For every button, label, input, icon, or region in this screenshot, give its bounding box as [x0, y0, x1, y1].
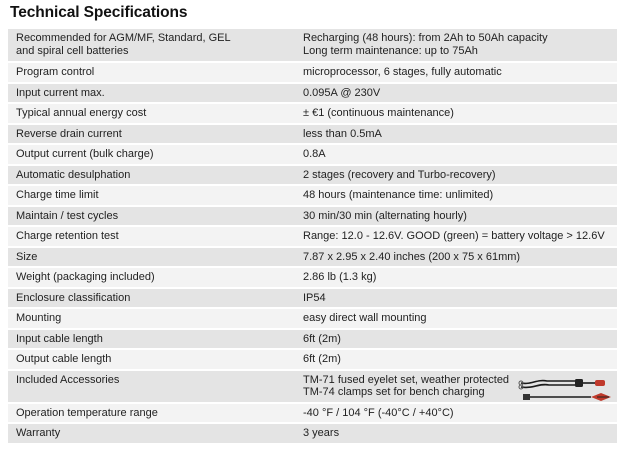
spec-value: ± €1 (continuous maintenance) [295, 103, 617, 124]
spec-value: 6ft (2m) [295, 329, 617, 350]
spec-value: 30 min/30 min (alternating hourly) [295, 206, 617, 227]
spec-label [8, 29, 295, 62]
table-row [8, 329, 617, 350]
spec-value: Range: 12.0 - 12.6V. GOOD (green) = battery voltage > 12.6V [295, 226, 617, 247]
specifications-table [8, 29, 617, 445]
table-row [8, 185, 617, 206]
table-row [8, 349, 617, 370]
spec-label: Output current (bulk charge) [8, 144, 295, 165]
spec-label: Size [8, 247, 295, 268]
table-row [8, 267, 617, 288]
spec-label: Warranty [8, 423, 295, 444]
table-row [8, 165, 617, 186]
spec-label: Enclosure classification [8, 288, 295, 309]
spec-value: 0.095A @ 230V [295, 83, 617, 104]
table-row [8, 62, 617, 83]
spec-value: IP54 [295, 288, 617, 309]
spec-value: 7.87 x 2.95 x 2.40 inches (200 x 75 x 61mm) [295, 247, 617, 268]
spec-value-line: Recharging (48 hours): from 2Ah to 50Ah capacity [303, 32, 548, 44]
accessory-cables-image [517, 373, 613, 403]
table-row [8, 124, 617, 145]
spec-label: Operation temperature range [8, 403, 295, 424]
table-row [8, 308, 617, 329]
spec-value: 48 hours (maintenance time: unlimited) [295, 185, 617, 206]
spec-label-line: Recommended for AGM/MF, Standard, GEL [16, 32, 231, 44]
spec-value [295, 29, 617, 62]
spec-value: 2.86 lb (1.3 kg) [295, 267, 617, 288]
table-row [8, 226, 617, 247]
table-row [8, 403, 617, 424]
spec-label: Program control [8, 62, 295, 83]
table-row [8, 288, 617, 309]
table-row [8, 144, 617, 165]
table-row [8, 103, 617, 124]
spec-value [295, 370, 617, 403]
spec-value: 0.8A [295, 144, 617, 165]
spec-label: Included Accessories [8, 370, 295, 403]
spec-label: Typical annual energy cost [8, 103, 295, 124]
table-row [8, 370, 617, 403]
spec-value-line: Long term maintenance: up to 75Ah [303, 44, 478, 57]
spec-label: Input current max. [8, 83, 295, 104]
spec-value: less than 0.5mA [295, 124, 617, 145]
spec-value: -40 °F / 104 °F (-40°C / +40°C) [295, 403, 617, 424]
spec-label: Mounting [8, 308, 295, 329]
spec-value: microprocessor, 6 stages, fully automatic [295, 62, 617, 83]
spec-value: 2 stages (recovery and Turbo-recovery) [295, 165, 617, 186]
spec-value: easy direct wall mounting [295, 308, 617, 329]
spec-label: Maintain / test cycles [8, 206, 295, 227]
page-title: Technical Specifications [10, 4, 188, 21]
table-row [8, 29, 617, 62]
table-row [8, 206, 617, 227]
spec-label: Reverse drain current [8, 124, 295, 145]
spec-value-line: TM-74 clamps set for bench charging [303, 386, 485, 398]
spec-label: Input cable length [8, 329, 295, 350]
spec-label-line: and spiral cell batteries [16, 44, 129, 57]
table-row [8, 423, 617, 444]
spec-value: 3 years [295, 423, 617, 444]
spec-label: Charge time limit [8, 185, 295, 206]
spec-label: Automatic desulphation [8, 165, 295, 186]
spec-label: Weight (packaging included) [8, 267, 295, 288]
spec-label: Output cable length [8, 349, 295, 370]
spec-label: Charge retention test [8, 226, 295, 247]
table-row [8, 247, 617, 268]
spec-value-line: TM-71 fused eyelet set, weather protected [303, 373, 510, 386]
table-row [8, 83, 617, 104]
spec-value: 6ft (2m) [295, 349, 617, 370]
